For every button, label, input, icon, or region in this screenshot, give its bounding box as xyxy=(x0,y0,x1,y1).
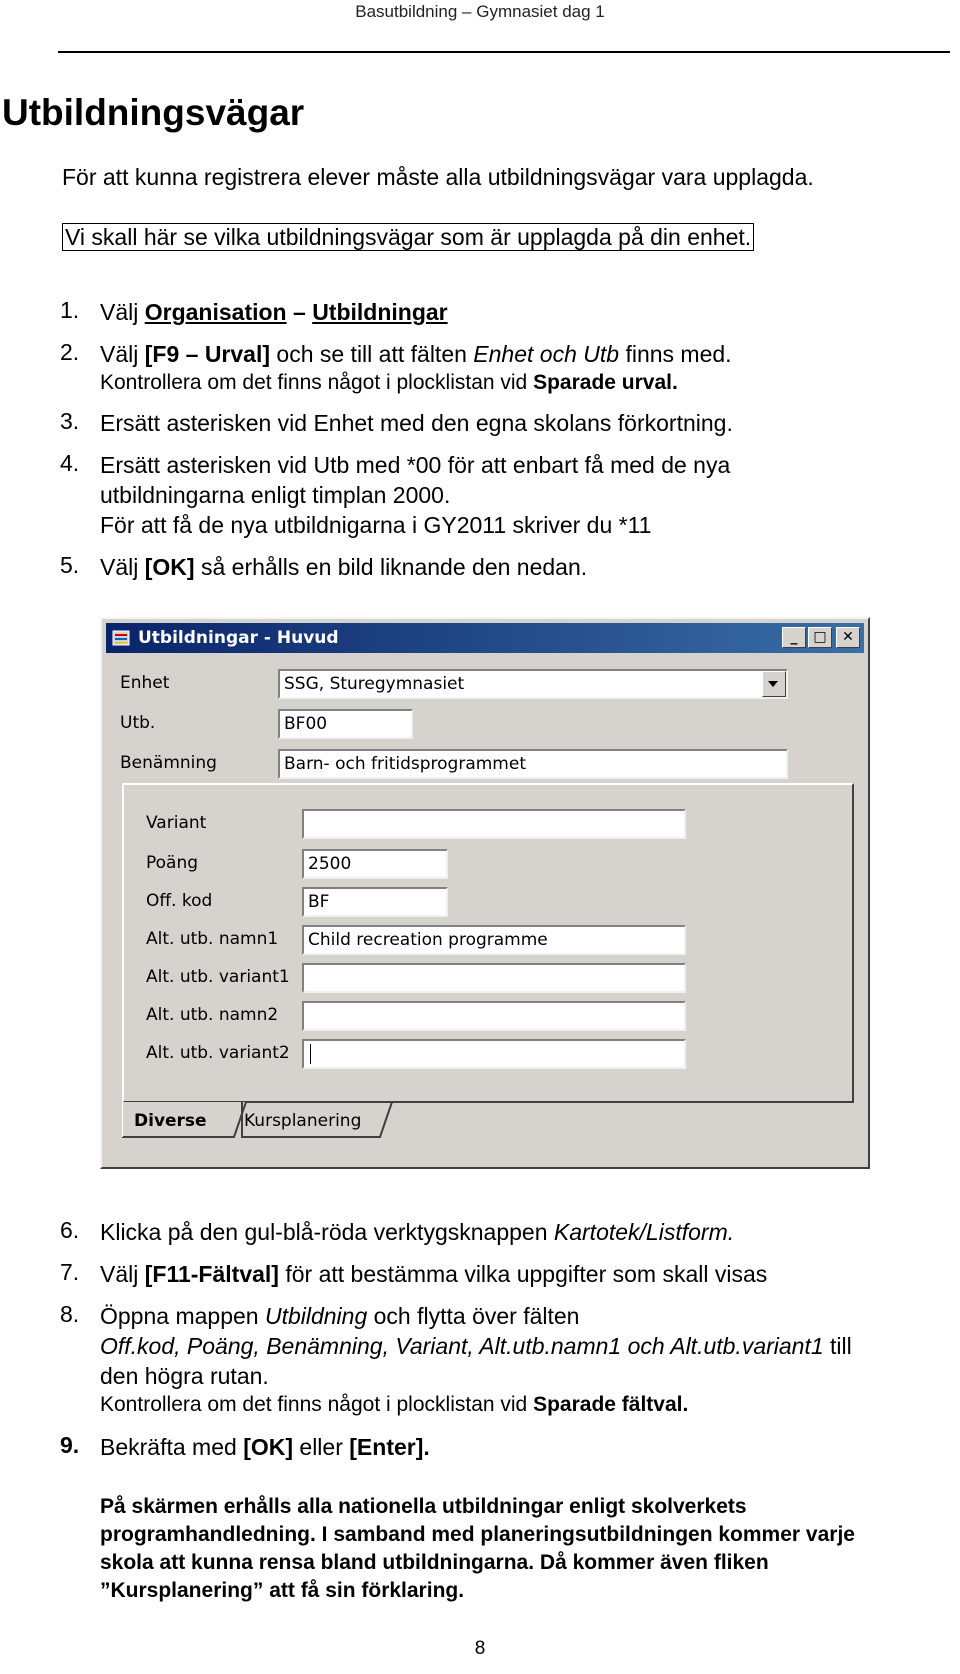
maximize-icon[interactable]: □ xyxy=(808,627,832,648)
running-header: Basutbildning – Gymnasiet dag 1 xyxy=(355,2,605,21)
step-4-line-3: För att få de nya utbildnigarna i GY2011 skriver du *11 xyxy=(100,512,652,538)
step-2-fields: Enhet och Utb xyxy=(473,341,620,367)
step-8-fields: Off.kod, Poäng, Benämning, Variant, Alt.utb.namn1 och Alt.utb.variant1 xyxy=(100,1333,824,1359)
menu-organisation: Organisation xyxy=(144,299,287,325)
label-alt-utb-namn1: Alt. utb. namn1 xyxy=(146,929,279,949)
step-6-pre: Klicka på den gul-blå-röda verktygsknappen xyxy=(100,1219,554,1245)
step-8-sub xyxy=(100,1390,688,1420)
step-7-post: för att bestämma vilka uppgifter som skall visas xyxy=(278,1261,768,1287)
step-1 xyxy=(100,297,448,327)
step-8-line-1 xyxy=(100,1301,579,1331)
step-8-pre: Öppna mappen xyxy=(100,1303,265,1329)
closing-line-2: programhandledning. I samband med planeringsutbildningen kommer varje xyxy=(100,1523,855,1546)
utb-input[interactable]: BF00 xyxy=(278,709,413,739)
step-2-mid: och se till att fälten xyxy=(270,341,474,367)
step-number: 5. xyxy=(60,552,80,578)
text-caret xyxy=(310,1044,311,1064)
step-2-pre: Välj xyxy=(100,341,145,367)
step-5-key: [OK] xyxy=(144,554,195,580)
label-alt-utb-namn2: Alt. utb. namn2 xyxy=(146,1005,279,1025)
intro-line-1: För att kunna registrera elever måste alla utbildningsvägar vara upplagda. xyxy=(62,164,814,190)
step-8-post: och flytta över fälten xyxy=(367,1303,580,1329)
alt-utb-namn2-input[interactable] xyxy=(302,1001,686,1031)
label-enhet: Enhet xyxy=(120,673,170,693)
minimize-icon[interactable]: _ xyxy=(782,627,806,648)
benamning-input[interactable]: Barn- och fritidsprogrammet xyxy=(278,749,788,779)
tab-kursplanering[interactable]: Kursplanering xyxy=(244,1111,362,1131)
dialog-title: Utbildningar - Huvud xyxy=(138,628,339,648)
step-8-sub-bold: Sparade fältval. xyxy=(533,1393,689,1416)
step-9-ok: [OK] xyxy=(243,1434,294,1460)
step-6-tool: Kartotek/Listform. xyxy=(553,1219,735,1245)
alt-utb-namn1-input[interactable]: Child recreation programme xyxy=(302,925,686,955)
step-6 xyxy=(100,1217,734,1247)
closing-line-1: På skärmen erhålls alla nationella utbildningar enligt skolverkets xyxy=(100,1495,747,1518)
enhet-combobox[interactable] xyxy=(278,669,788,699)
step-number: 4. xyxy=(60,450,80,476)
step-3: Ersätt asterisken vid Enhet med den egna skolans förkortning. xyxy=(100,410,733,436)
menu-utbildningar: Utbildningar xyxy=(312,299,448,325)
step-2-post: finns med. xyxy=(619,341,732,367)
label-off-kod: Off. kod xyxy=(146,891,213,911)
step-number: 2. xyxy=(60,339,80,365)
step-4-line-2: utbildningarna enligt timplan 2000. xyxy=(100,482,451,508)
step-8-sub-pre: Kontrollera om det finns något i plocklistan vid xyxy=(100,1393,534,1416)
step-9-mid: eller xyxy=(293,1434,350,1460)
step-8-line-3: den högra rutan. xyxy=(100,1363,269,1389)
label-utb: Utb. xyxy=(120,713,156,733)
alt-utb-variant2-input[interactable] xyxy=(302,1039,686,1069)
step-9 xyxy=(100,1432,430,1462)
off-kod-input[interactable]: BF xyxy=(302,887,448,917)
app-icon xyxy=(112,629,130,647)
step-2-sub-pre: Kontrollera om det finns något i plocklistan vid xyxy=(100,371,534,394)
step-5-post: så erhålls en bild liknande den nedan. xyxy=(194,554,588,580)
poang-input[interactable]: 2500 xyxy=(302,849,448,879)
page-title: Utbildningsvägar xyxy=(2,92,305,133)
closing-line-3: skola att kunna rensa bland utbildningarna. Då kommer även fliken xyxy=(100,1551,769,1574)
label-alt-utb-variant1: Alt. utb. variant1 xyxy=(146,967,290,987)
step-9-pre: Bekräfta med xyxy=(100,1434,244,1460)
step-8-line-2 xyxy=(100,1331,852,1361)
step-number: 1. xyxy=(60,297,80,323)
label-benamning: Benämning xyxy=(120,753,217,773)
tab-diverse[interactable]: Diverse xyxy=(134,1111,207,1131)
step-9-enter: [Enter]. xyxy=(349,1434,430,1460)
close-icon[interactable]: ✕ xyxy=(836,627,860,648)
step-7-pre: Välj xyxy=(100,1261,145,1287)
header-rule xyxy=(58,51,950,53)
chevron-down-icon xyxy=(763,672,783,695)
step-number: 8. xyxy=(60,1301,80,1327)
enhet-value: SSG, Sturegymnasiet xyxy=(284,674,465,694)
utbildningar-dialog xyxy=(100,617,870,1169)
step-8-folder: Utbildning xyxy=(264,1303,368,1329)
alt-utb-variant1-input[interactable] xyxy=(302,963,686,993)
step-number: 9. xyxy=(60,1432,80,1458)
step-2-sub xyxy=(100,368,678,398)
step-7-key: [F11-Fältval] xyxy=(144,1261,279,1287)
label-alt-utb-variant2: Alt. utb. variant2 xyxy=(146,1043,290,1063)
step-8-line-2-post: till xyxy=(823,1333,852,1359)
step-2 xyxy=(100,339,732,369)
intro-line-2-wrap xyxy=(62,222,754,252)
page-number: 8 xyxy=(474,1638,486,1659)
step-1-pre: Välj xyxy=(100,299,145,325)
step-2-sub-bold: Sparade urval. xyxy=(533,371,678,394)
step-5-pre: Välj xyxy=(100,554,145,580)
step-7 xyxy=(100,1259,767,1289)
intro-line-2: Vi skall här se vilka utbildningsvägar som är upplagda på din enhet. xyxy=(62,223,754,251)
variant-input[interactable] xyxy=(302,809,686,839)
dialog-titlebar xyxy=(106,623,864,653)
step-1-dash: – xyxy=(286,299,313,325)
dropdown-button[interactable] xyxy=(762,671,786,697)
label-poang: Poäng xyxy=(146,853,199,873)
step-number: 6. xyxy=(60,1217,80,1243)
label-variant: Variant xyxy=(146,813,207,833)
closing-line-4: ”Kursplanering” att få sin förklaring. xyxy=(100,1579,465,1602)
step-number: 7. xyxy=(60,1259,80,1285)
tab-panel-diverse xyxy=(122,783,854,1103)
step-5 xyxy=(100,552,587,582)
step-number: 3. xyxy=(60,408,80,434)
step-2-key: [F9 – Urval] xyxy=(144,341,271,367)
step-4-line-1: Ersätt asterisken vid Utb med *00 för att enbart få med de nya xyxy=(100,452,731,478)
